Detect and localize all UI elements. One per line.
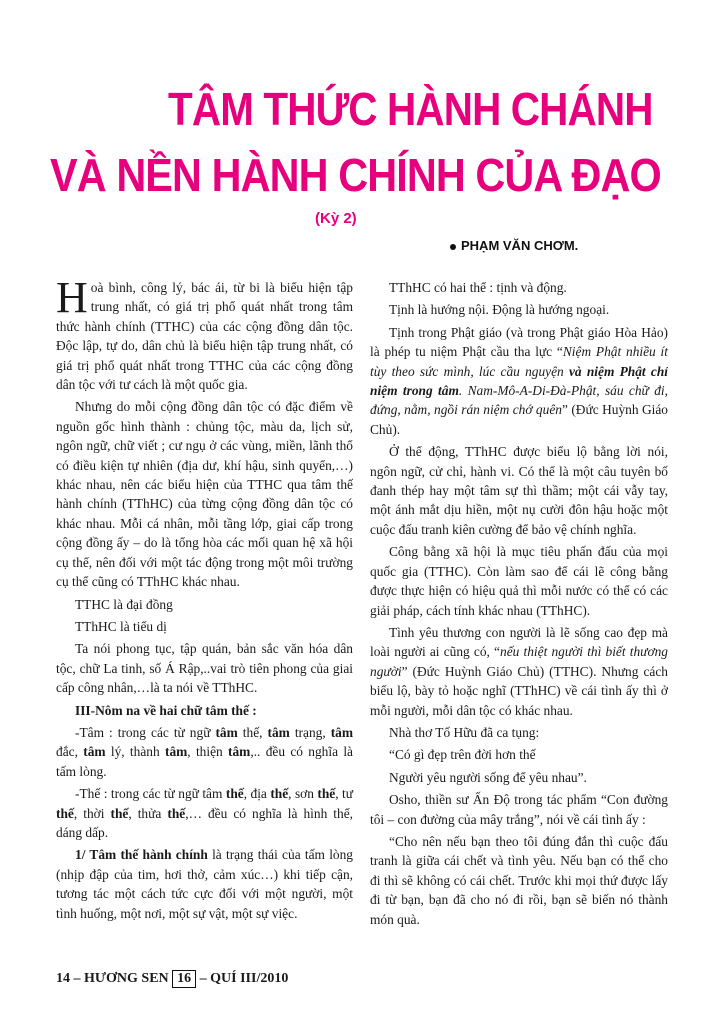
paragraph [56,723,353,781]
text-run: ,… đều có nghĩa là hình thể, dáng dấp. [56,805,353,840]
paragraph: Công bằng xã hội là mục tiêu phấn đấu của mọi quốc gia (TTHC). Còn làm sao để cái lẽ công bằng được thực hiện có hiệu quả thì mỗi nước có thể có các giải pháp, cách tính khác nhau (TThHC). [370,544,668,618]
paragraph [56,845,353,923]
bold-italic-run: và niệm Phật chỉ niệm trong tâm [370,363,668,399]
paragraph: TThHC là tiểu dị [75,618,167,634]
bold-run: thế [56,805,74,821]
paragraph [56,273,353,394]
article-title-line-2: VÀ NỀN HÀNH CHÍNH CỦA ĐẠO [50,149,661,201]
text-run: đắc, [56,744,84,760]
bold-run: tâm [267,724,290,740]
text-run: ,.. đều có nghĩa là tấm lòng. [56,744,353,779]
paragraph [56,784,353,842]
bold-run: tâm [228,744,251,760]
bold-run: thế [167,805,186,821]
italic-run: . Nam-Mô-A-Di-Đà-Phật, sáu chữ đi, đứng, nằm, ngồi rán niệm chớ quên [370,383,668,418]
bold-run: tâm [83,744,106,760]
paragraph: Ta nói phong tục, tập quán, bản sắc văn hóa dân tộc, chữ La tinh, số Á Rập,..vai trò tiên phong của giai cấp công nhân,…là ta nói về TThHC. [56,641,353,696]
text-run: trạng, [289,724,331,740]
bold-run: tâm [330,724,353,740]
article-title-line-1: TÂM THỨC HÀNH CHÁNH [168,83,653,135]
paragraph: Nhà thơ Tố Hữu đã ca tụng: [389,724,540,740]
text-run: lý, thành [105,744,165,760]
bold-run: thế [225,786,244,802]
paragraph: Osho, thiền sư Ấn Độ trong tác phẩm “Con đường tôi – con đường của mây trắng”, nói về cái tình ấy : [370,792,668,827]
right-column [370,278,668,932]
poem-line: Người yêu người sống để yêu nhau”. [389,769,587,785]
text-run: thế, [237,724,268,740]
bold-run: 1/ Tâm thế hành chính [75,847,208,863]
paragraph [370,623,668,720]
paragraph: TThHC có hai thể : tịnh và động. [389,280,567,295]
text-run: Tình yêu thương con người là lẽ sống cao đẹp mà loài người ai cũng có, “ [370,624,668,660]
section-heading: III-Nôm na về hai chữ tâm thế : [75,702,257,718]
poem-line: “Có gì đẹp trên đời hơn thế [389,747,536,763]
text-run: , thiện [187,744,229,760]
text-run: -Thế : trong các từ ngữ tâm [75,786,226,802]
bold-run: tâm [215,724,238,740]
italic-run: Niệm Phật nhiều ít tùy theo sức mình, lúc cầu nguyện [370,344,668,379]
italic-run: nếu thiệt người thì biết thương người [370,644,669,679]
paragraph: Nhưng do mỗi cộng đồng dân tộc có đặc điểm về nguồn gốc hình thành : chủng tộc, màu da, lịch sử, ngôn ngữ, chữ viết ; cư ngụ ở các vùng, miền, lãnh thổ có điều kiện tự nhiên (địa dư, khí hậu, sinh quyển,…) khác nhau, nên các biểu hiện của TTHC qua tâm thế hành chính (TThHC) của từng cộng đồng dân tộc có khác nhau. Mỗi cá nhân, mỗi tầng lớp, giai cấp trong cộng đồng ấy – do là tổng hòa các mối quan hệ xã hội cụ thể, nên đối với một tác động trong một môi trường cụ thể cũng có TThHC khác nhau. [56,399,353,590]
installment-label: (Kỳ 2) [315,210,357,227]
text-run: -Tâm : trong các từ ngữ [75,724,216,740]
paragraph: Ở thể động, TThHC được biểu lộ bằng lời nói, ngôn ngữ, cử chỉ, hành vi. Có thể là một câu tuyên bố đanh thép hay một tâm sự thì thầm; một cái vẫy tay, một ánh mắt dịu hiền, một nụ cười đôn hậu hoặc một cuộc đấu tranh kiên cường để bảo vệ chính nghĩa. [370,444,668,537]
bold-run: tâm [164,744,188,760]
bold-run: thế [270,786,289,802]
paragraph: Tịnh là hướng nội. Động là hướng ngoại. [389,302,610,318]
paragraph [370,323,668,439]
bold-run: thế [317,786,336,802]
author-byline [450,238,578,253]
text-run: ” (Đức Huỳnh Giáo Chủ) (TTHC). Nhưng cách biểu lộ, bày tỏ hoặc nghĩ (TThHC) về cái tình ấy thì ở mỗi người, mỗi dân tộc có khác nhau. [370,663,668,718]
text-run: , sơn [288,786,318,802]
page-footer [56,970,288,988]
text-run: Tịnh trong Phật giáo (và trong Phật giáo Hòa Hảo) là phép tu niệm Phật cầu tha lực “ [370,324,668,360]
issue-number-box: 16 [172,970,196,988]
author-name: PHẠM VĂN CHƠM. [461,238,579,253]
footer-page-label: 14 – HƯƠNG SEN [56,971,169,986]
text-run: , địa [243,786,271,802]
text-run: , thời [73,805,111,821]
bullet-icon [450,244,456,250]
paragraph-text: oà bình, công lý, bác ái, từ bi là biểu hiện tập trung nhất, có giá trị phổ quát nhất trong tâm thức hành chính (TTHC) của các cộng đồng dân tộc. Độc lập, tự do, dân chủ là biểu hiện tập trung nhất, có giá trị phổ quát nhất trong TTHC của các cộng đồng dân tộc với tư cách là một quốc gia. [56,280,353,393]
text-run: , thửa [128,805,168,821]
drop-cap: H [56,273,88,322]
left-column [56,273,354,926]
text-run: là trạng thái của tấm lòng (nhịp đập của tim, hơi thở, cảm xúc…) khi tiếp cận, tương tác một cách tức cực đối với một người, một tình huống, một nơi, một sự vật, một sự việc. [56,847,354,921]
text-run: ” (Đức Huỳnh Giáo Chủ). [370,402,668,437]
text-run: , tư [335,786,354,802]
paragraph: TTHC là đại đồng [75,596,173,612]
footer-issue-date: – QUÍ III/2010 [199,971,289,986]
paragraph: “Cho nên nếu bạn theo tôi đúng đắn thì cuộc đấu tranh là giữa cái chết và tình yêu. Nếu bạn có thể cho đi thì sẽ không có cái chết. Trước khi mọi thứ được lấy đi từ bạn, bạn đã cho nó đi rồi, bạn sẽ biến nó thành món quà. [370,833,668,927]
bold-run: thế [110,805,129,821]
